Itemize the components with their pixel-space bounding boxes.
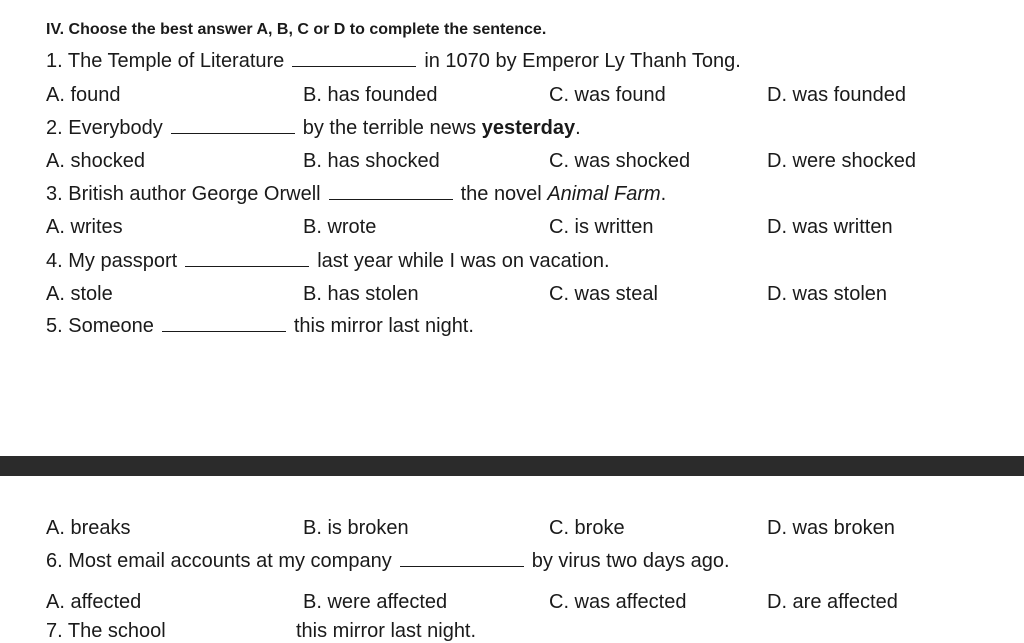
option-d[interactable]: D. was stolen xyxy=(767,283,888,305)
option-a[interactable]: A. writes xyxy=(46,216,123,238)
option-d[interactable]: D. was founded xyxy=(767,84,906,106)
option-a[interactable]: A. stole xyxy=(46,283,113,305)
option-c[interactable]: C. was found xyxy=(549,84,666,106)
option-c[interactable]: C. was shocked xyxy=(549,150,691,172)
option-d[interactable]: D. were shocked xyxy=(767,150,916,172)
option-c[interactable]: C. was steal xyxy=(549,283,658,305)
question-number: 1. xyxy=(46,50,63,72)
question-3 xyxy=(46,183,666,206)
option-c[interactable]: C. was affected xyxy=(549,591,687,613)
question-6 xyxy=(46,550,730,573)
page-break-bar xyxy=(0,456,1024,476)
answer-blank xyxy=(171,117,295,134)
option-b[interactable]: B. wrote xyxy=(303,216,377,238)
question-text-after: this mirror last night. xyxy=(296,620,477,642)
question-text-before: Everybody xyxy=(68,117,163,139)
option-b[interactable]: B. is broken xyxy=(303,517,409,539)
answer-blank xyxy=(400,550,524,567)
question-text-bold: yesterday xyxy=(481,117,576,139)
exercise-heading: IV. Choose the best answer A, B, C or D to complete the sentence. xyxy=(46,21,547,38)
question-text-end: . xyxy=(575,117,581,139)
answer-blank xyxy=(162,315,286,332)
question-text-before: British author George Orwell xyxy=(68,183,321,205)
option-a[interactable]: A. breaks xyxy=(46,517,131,539)
option-b[interactable]: B. has founded xyxy=(303,84,438,106)
question-text-before: My passport xyxy=(68,250,178,272)
question-4 xyxy=(46,250,610,273)
question-number: 2. xyxy=(46,117,63,139)
option-a[interactable]: A. shocked xyxy=(46,150,145,172)
answer-blank xyxy=(329,183,453,200)
question-text-after: by virus two days ago. xyxy=(531,550,730,572)
question-number: 4. xyxy=(46,250,63,272)
question-text-after: last year while I was on vacation. xyxy=(317,250,610,272)
question-number: 6. xyxy=(46,550,63,572)
question-text-end: . xyxy=(660,183,667,205)
question-text-after: in 1070 by Emperor Ly Thanh Tong. xyxy=(424,50,741,72)
option-d[interactable]: D. are affected xyxy=(767,591,898,613)
option-b[interactable]: B. were affected xyxy=(303,591,448,613)
question-text-italic: Animal Farm xyxy=(547,183,661,205)
question-text-before: 7. The school xyxy=(46,620,166,642)
question-text-after: by the terrible news xyxy=(302,117,477,139)
question-7-cutoff xyxy=(46,620,477,643)
answer-blank xyxy=(292,50,416,67)
question-2 xyxy=(46,117,581,140)
option-c[interactable]: C. broke xyxy=(549,517,625,539)
option-a[interactable]: A. found xyxy=(46,84,121,106)
option-c[interactable]: C. is written xyxy=(549,216,654,238)
question-text-after: the novel xyxy=(460,183,542,205)
option-a[interactable]: A. affected xyxy=(46,591,142,613)
answer-blank xyxy=(185,250,309,267)
option-b[interactable]: B. has stolen xyxy=(303,283,419,305)
question-number: 3. xyxy=(46,183,63,205)
question-5 xyxy=(46,315,474,338)
question-text-before: The Temple of Literature xyxy=(67,50,285,72)
option-d[interactable]: D. was written xyxy=(767,216,893,238)
question-text-after: this mirror last night. xyxy=(293,315,474,337)
question-number: 5. xyxy=(46,315,63,337)
question-text-before: Most email accounts at my company xyxy=(68,550,392,572)
question-1 xyxy=(46,50,741,73)
option-b[interactable]: B. has shocked xyxy=(303,150,440,172)
question-text-before: Someone xyxy=(68,315,154,337)
option-d[interactable]: D. was broken xyxy=(767,517,895,539)
